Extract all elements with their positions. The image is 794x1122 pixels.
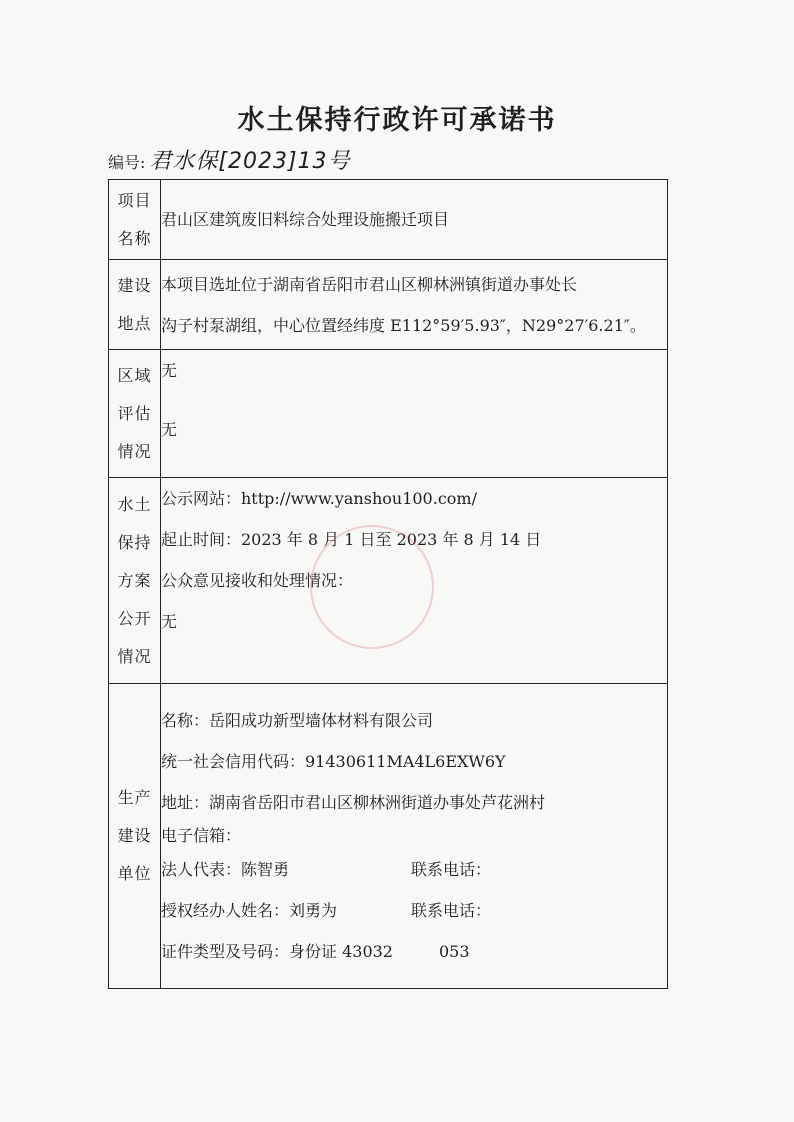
unit-agent-phone: 联系电话：	[411, 901, 492, 920]
publicity-opinions-label: 公众意见接收和处理情况：	[161, 571, 354, 590]
regional-assessment-value	[161, 350, 668, 478]
project-name-value: 君山区建筑废旧料综合处理设施搬迁项目	[161, 180, 668, 260]
unit-agent: 授权经办人姓名：刘勇为	[161, 901, 338, 920]
unit-label: 生产 建设 单位	[109, 684, 161, 989]
location-row	[109, 260, 668, 350]
unit-email: 电子信箱：	[161, 826, 242, 845]
location-line-1: 本项目选址位于湖南省岳阳市君山区柳林洲镇街道办事处长	[161, 274, 578, 294]
unit-legal-rep-line	[161, 849, 667, 890]
location-value	[161, 260, 668, 350]
unit-address: 地址：湖南省岳阳市君山区柳林洲街道办事处芦花洲村	[161, 793, 546, 812]
publicity-website: 公示网站：http://www.yanshou100.com/	[161, 489, 477, 508]
regional-assessment-value-2: 无	[161, 420, 178, 439]
unit-id-tail: 053	[439, 942, 470, 961]
document-number-label: 编号:	[108, 153, 146, 172]
unit-credit-code: 统一社会信用代码：91430611MA4L6EXW6Y	[161, 752, 506, 771]
project-name-label: 项目 名称	[109, 180, 161, 260]
publicity-period: 起止时间：2023 年 8 月 1 日至 2023 年 8 月 14 日	[161, 530, 542, 549]
project-name-row	[109, 180, 668, 260]
regional-assessment-row	[109, 350, 668, 478]
unit-agent-line	[161, 890, 667, 931]
unit-row	[109, 684, 668, 989]
faint-seal-mark	[310, 525, 434, 649]
unit-id-line	[161, 931, 667, 972]
unit-legal-phone: 联系电话：	[411, 860, 492, 879]
document-number-value: 君水保[2023]13号	[149, 149, 351, 174]
document-number	[108, 144, 351, 175]
location-line-2: 沟子村泵湖组，中心位置经纬度 E112°59′5.93″，N29°27′6.21″。	[161, 315, 646, 335]
unit-legal-rep: 法人代表：陈智勇	[161, 860, 290, 879]
unit-value	[161, 684, 668, 989]
document-title: 水土保持行政许可承诺书	[237, 105, 557, 136]
location-label: 建设 地点	[109, 260, 161, 350]
regional-assessment-label: 区域 评估 情况	[109, 350, 161, 478]
unit-name: 名称：岳阳成功新型墙体材料有限公司	[161, 711, 434, 730]
unit-id: 证件类型及号码：身份证 43032	[161, 942, 393, 961]
publicity-opinions-value: 无	[161, 612, 178, 631]
publicity-label: 水土 保持 方案 公开 情况	[109, 478, 161, 684]
regional-assessment-value-1: 无	[161, 361, 178, 380]
